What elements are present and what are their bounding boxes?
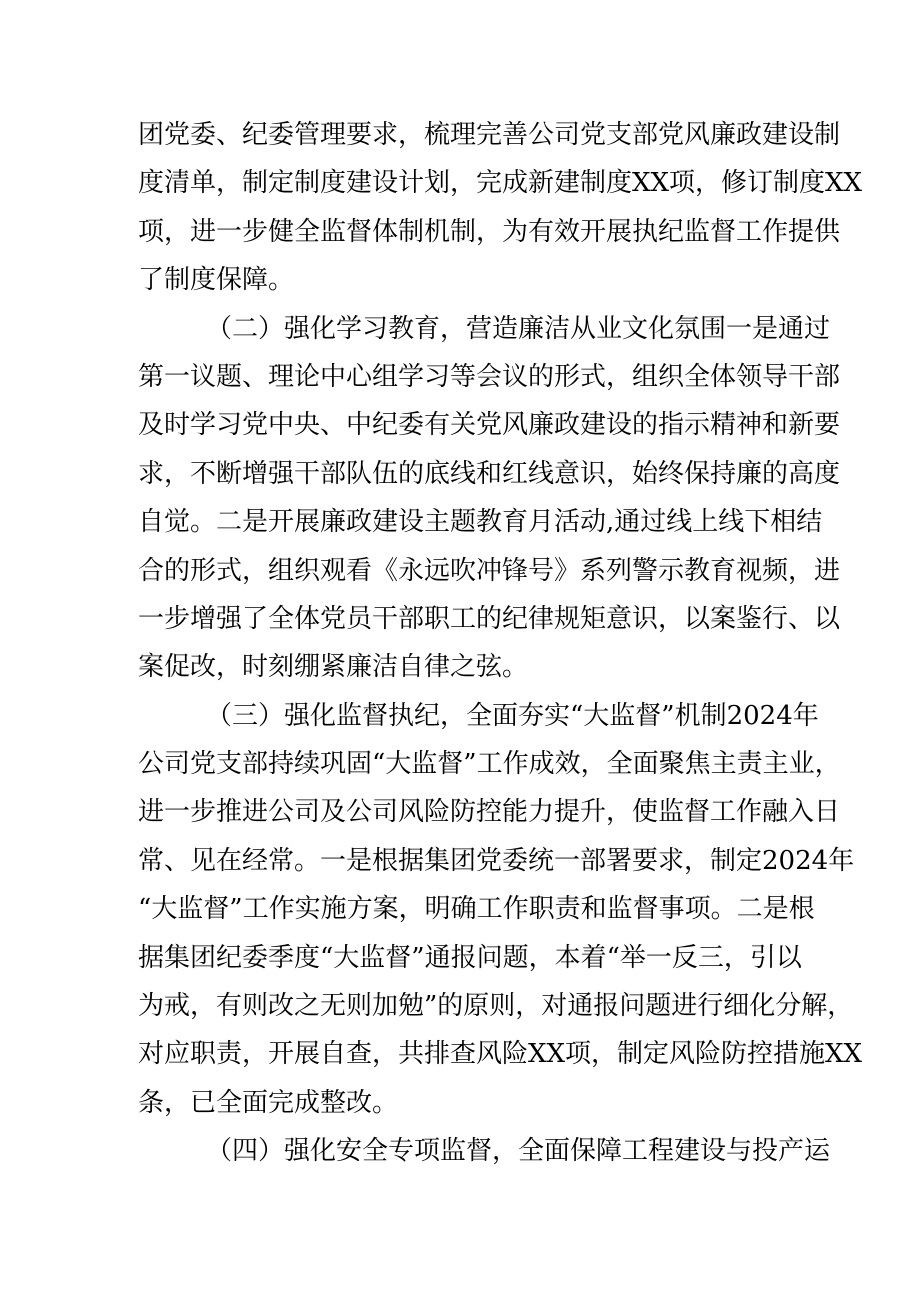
text-line: 及时学习党中央、中纪委有关党风廉政建设的指示精神和新要 xyxy=(138,410,841,441)
text-line: 度清单，制定制度建设计划，完成新建制度XX项，修订制度XX xyxy=(138,168,863,199)
text-line: 公司党支部持续巩固“大监督”工作成效，全面聚焦主责主业， xyxy=(138,749,841,780)
text-line: （四）强化安全专项监督，全面保障工程建设与投产运 xyxy=(206,1136,831,1167)
text-line: 求，不断增强干部队伍的底线和红线意识，始终保持廉的高度 xyxy=(138,458,841,489)
paragraph-3 xyxy=(138,692,863,1128)
paragraph-4 xyxy=(138,1127,831,1175)
text-line: 常、见在经常。一是根据集团党委统一部署要求，制定2024年 xyxy=(138,845,855,876)
text-line: 团党委、纪委管理要求，梳理完善公司党支部党风廉政建设制 xyxy=(138,120,841,150)
text-line: 据集团纪委季度“大监督”通报问题，本着“举一反三，引以 xyxy=(138,942,802,973)
text-line: 一步增强了全体党员干部职工的纪律规矩意识，以案鉴行、以 xyxy=(138,603,841,634)
text-line: 合的形式，组织观看《永远吹冲锋号》系列警示教育视频，进 xyxy=(138,555,841,586)
text-line: 为戒，有则改之无则加勉”的原则，对通报问题进行细化分解， xyxy=(138,991,854,1022)
text-line: （三）强化监督执纪，全面夯实“大监督”机制2024年 xyxy=(206,700,819,731)
text-line: 项，进一步健全监督体制机制，为有效开展执纪监督工作提供 xyxy=(138,216,841,247)
text-line: （二）强化学习教育，营造廉洁从业文化氛围一是通过 xyxy=(206,313,831,344)
text-line: 案促改，时刻绷紧廉洁自律之弦。 xyxy=(138,652,529,683)
text-line: 第一议题、理论中心组学习等会议的形式，组织全体领导干部 xyxy=(138,361,841,392)
text-line: 对应职责，开展自查，共排查风险XX项，制定风险防控措施XX xyxy=(138,1039,863,1070)
text-line: 条，已全面完成整改。 xyxy=(138,1087,399,1118)
paragraph-2 xyxy=(138,305,841,692)
document-body xyxy=(138,111,863,1176)
paragraph-1 xyxy=(138,111,863,305)
text-line: 了制度保障。 xyxy=(138,265,295,296)
text-line: 进一步推进公司及公司风险防控能力提升，使监督工作融入日 xyxy=(138,797,841,828)
text-line: 自觉。二是开展廉政建设主题教育月活动,通过线上线下相结 xyxy=(138,507,823,538)
text-line: “大监督”工作实施方案，明确工作职责和监督事项。二是根 xyxy=(138,894,815,925)
